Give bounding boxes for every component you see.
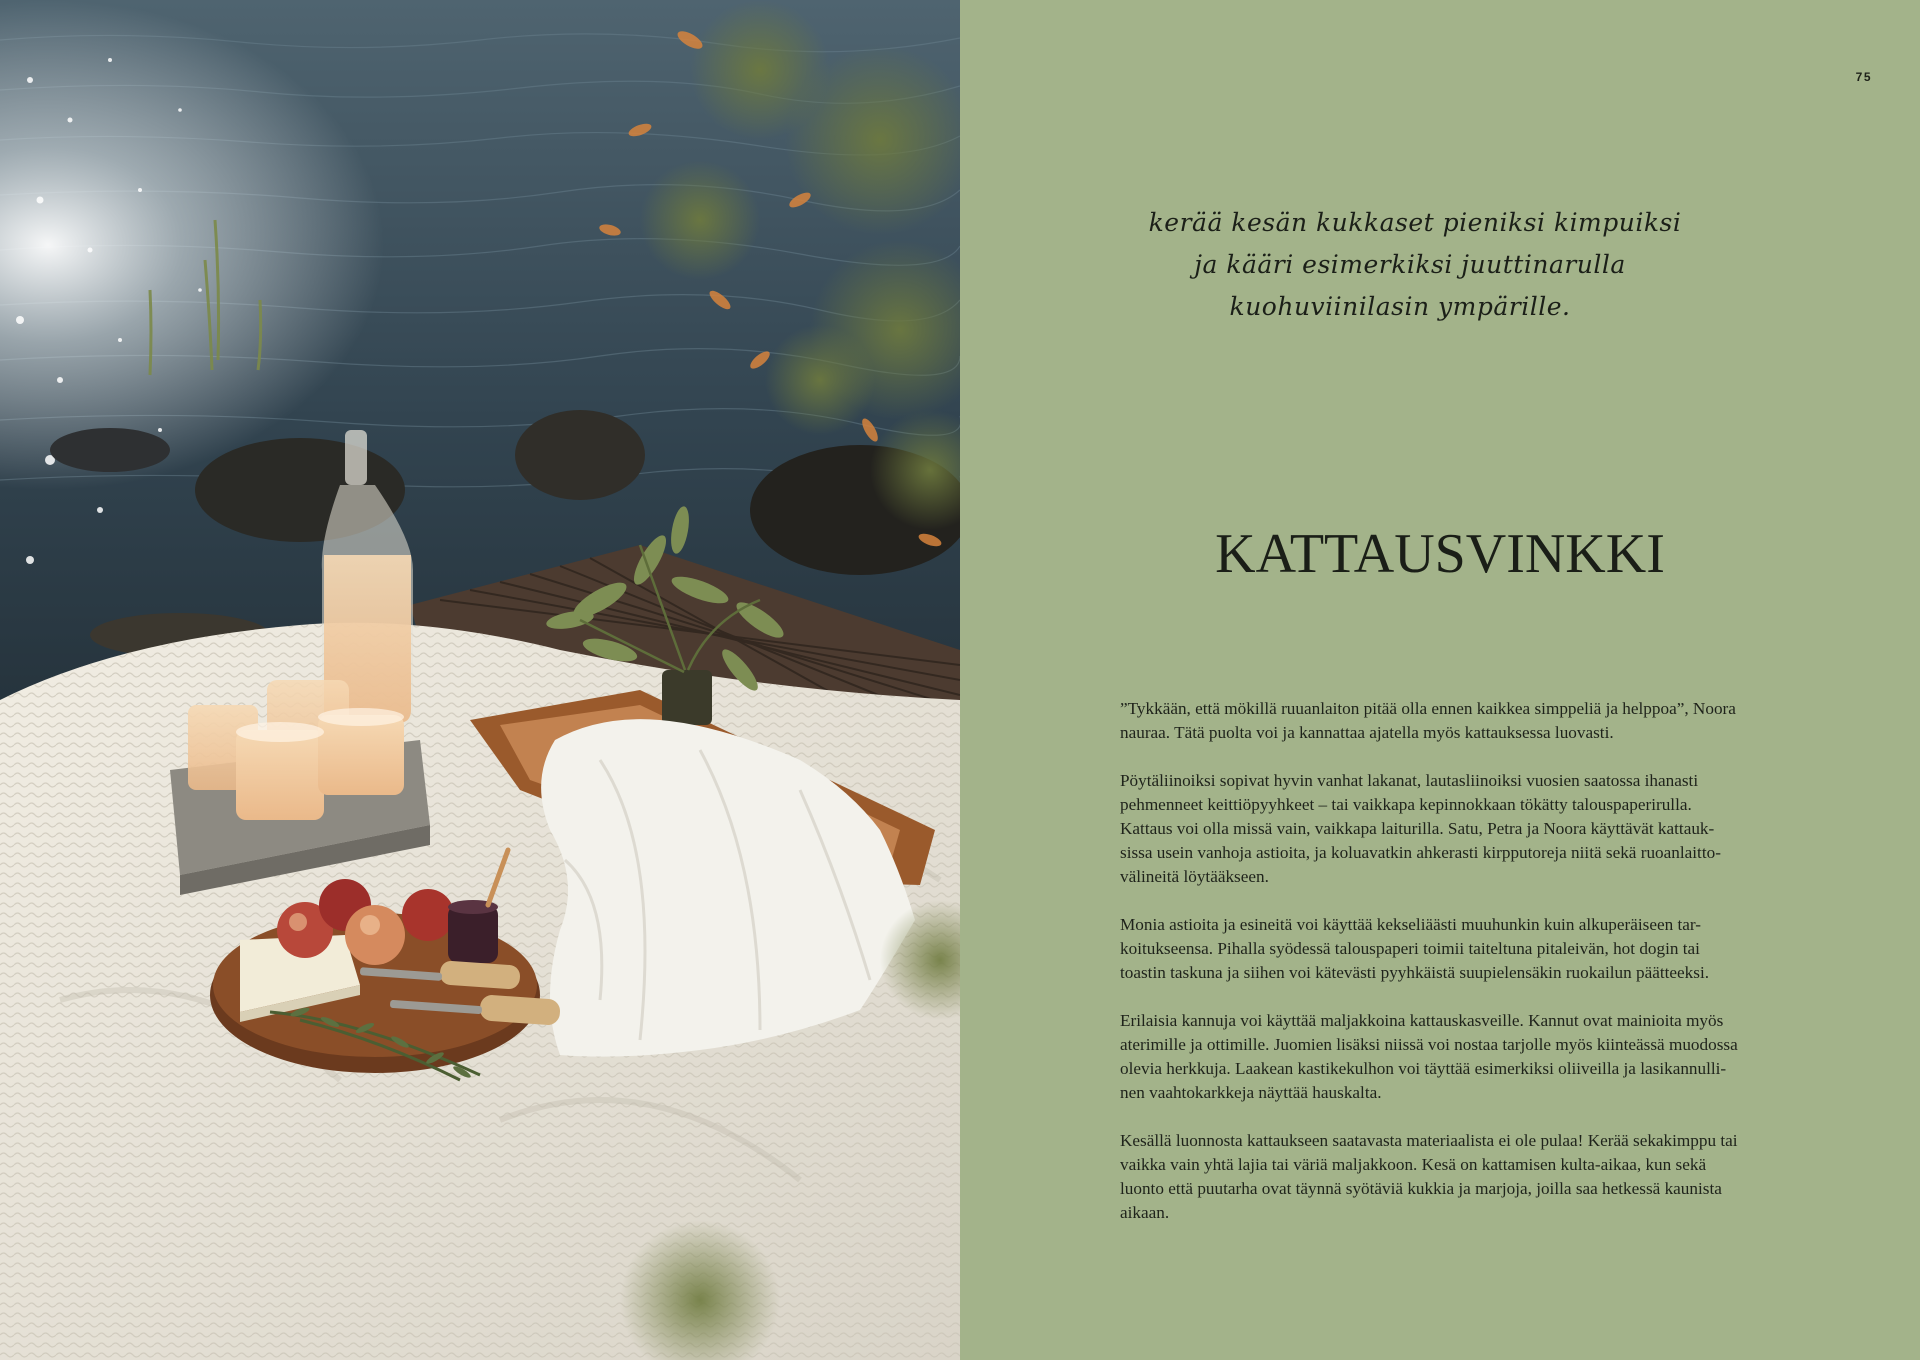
article-body	[1120, 697, 1738, 1249]
article-headline: KATTAUSVINKKI	[1215, 523, 1665, 585]
handwritten-line: kerää kesän kukkaset pieniksi kimpuiksi	[1148, 208, 1682, 237]
body-paragraph: Pöytäliinoiksi sopivat hyvin vanhat lakanat, lautasliinoiksi vuosien saatossa ihanasti pehmenneet keittiöpyyhkeet – tai vaikkapa kepinnokkaan tökätty talouspaperirulla. Kattaus voi olla missä vain, vaikkapa laiturilla. Satu, Petra ja Noora käyttävät kattauk-sissa usein vanhoja astioita, ja koluavatkin ahkerasti kirpputoreja niitä sekä ruoanlaitto-välineitä löytääkseen.	[1120, 771, 1721, 886]
body-paragraph: ”Tykkään, että mökillä ruuanlaiton pitää olla ennen kaikkea simppeliä ja helppoa”, Noora nauraa. Tätä puolta voi ja kannattaa ajatella myös kattauksessa luovasti.	[1120, 699, 1736, 742]
handwritten-note	[1110, 202, 1710, 328]
body-paragraph: Kesällä luonnosta kattaukseen saatavasta materiaalista ei ole pulaa! Kerää sekakimppu tai vaikka vain yhtä lajia tai väriä maljakkoon. Kesä on kattamisen kulta-aikaa, kun sekä luonto että puutarha ovat täynnä syötäviä kukkia ja marjoja, joilla saa hetkessä kaunista aikaan.	[1120, 1131, 1738, 1222]
handwritten-line: ja kääri esimerkiksi juuttinarulla	[1194, 250, 1626, 279]
text-page	[960, 0, 1920, 1360]
body-paragraph: Monia astioita ja esineitä voi käyttää kekseliäästi muuhunkin kuin alkuperäiseen tar-koitukseensa. Pihalla syödessä talouspaperi toimii taiteltuna pitaleivän, hot dogin tai toastin taskuna ja siihen voi kätevästi pyyhkäistä suupielensäkin ruokailun päätteeksi.	[1120, 915, 1710, 982]
page-number: 75	[1855, 70, 1872, 84]
body-paragraph: Erilaisia kannuja voi käyttää maljakkoina kattauskasveille. Kannut ovat mainioita myös aterimille ja ottimille. Juomien lisäksi niissä voi nostaa tarjolle myös kiinteässä muodossa olevia herkkuja. Laakean kastikekulhon voi täyttää esimerkiksi oliiveilla ja lasikannulli-nen vaahtokarkkeja näyttää hauskalta.	[1120, 1011, 1738, 1102]
handwritten-line: kuohuviinilasin ympärille.	[1229, 292, 1571, 321]
